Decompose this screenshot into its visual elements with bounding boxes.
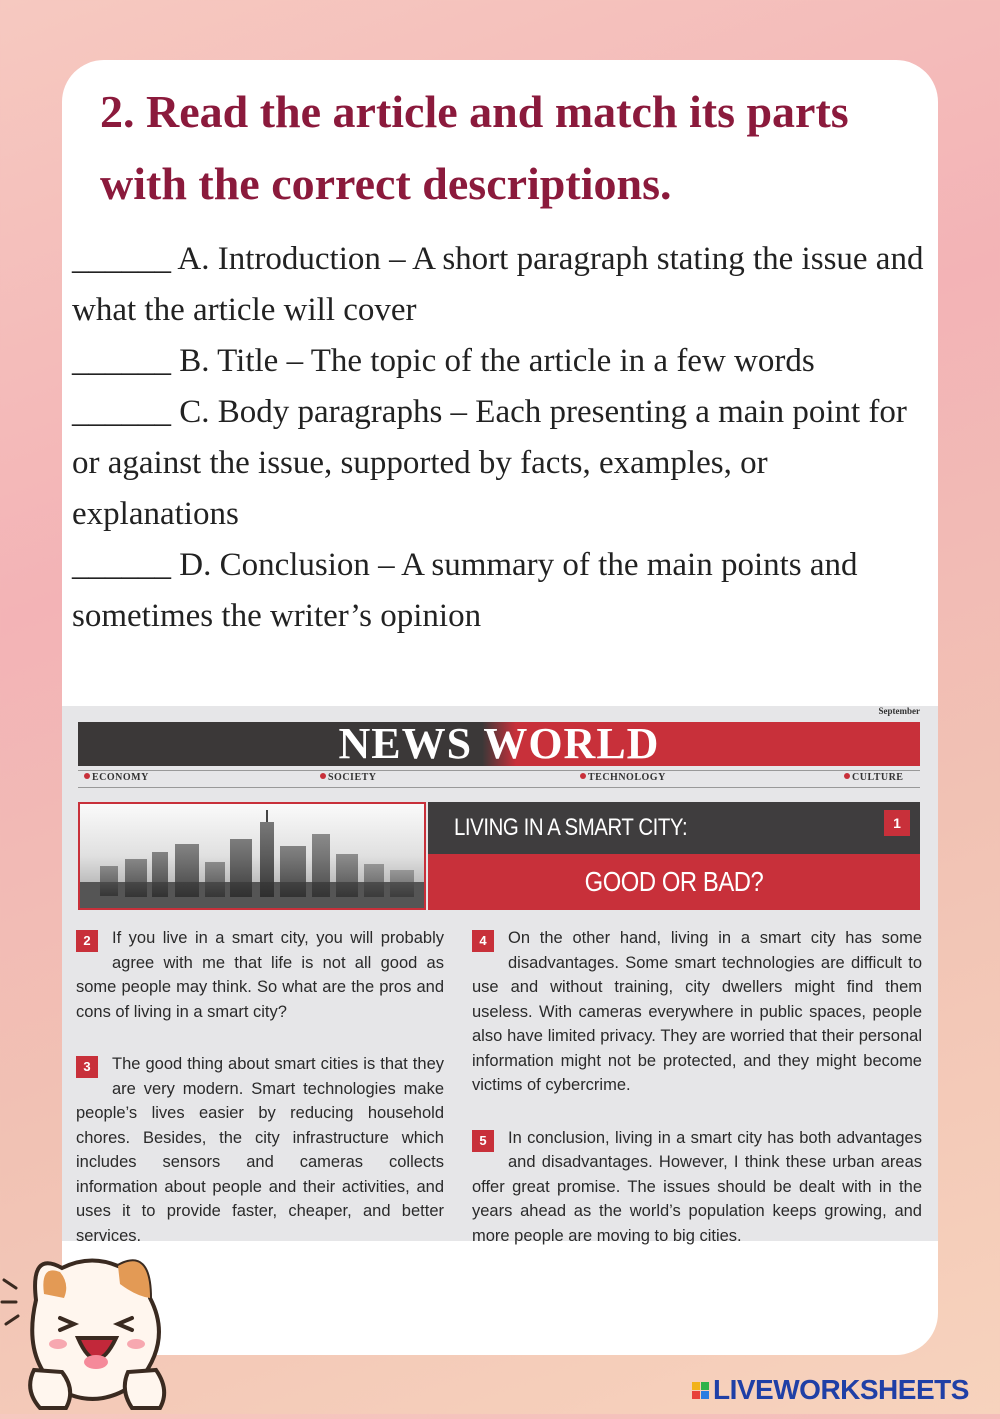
- answer-blank[interactable]: ______: [72, 547, 171, 583]
- item-introduction: [72, 234, 938, 336]
- laughing-cat-sticker: [0, 1240, 210, 1414]
- answer-blank[interactable]: ______: [72, 394, 171, 430]
- part-number-badge: 4: [472, 930, 494, 952]
- article-paragraph: [76, 926, 444, 1024]
- headline-bottom-panel: [428, 854, 920, 910]
- city-skyline-image: [78, 802, 426, 910]
- section-economy: ECONOMY: [84, 772, 149, 783]
- part-number-badge: 2: [76, 930, 98, 952]
- newspaper-article: [62, 706, 938, 1245]
- item-text: D. Conclusion – A summary of the main points and sometimes the writer’s opinion: [72, 547, 858, 634]
- section-technology: TECHNOLOGY: [580, 772, 666, 783]
- part-number-badge: 1: [884, 810, 910, 836]
- headline-line-1: LIVING IN A SMART CITY:: [454, 814, 688, 841]
- headline-band: [78, 802, 920, 910]
- article-paragraph: [76, 1052, 444, 1248]
- section-bar: [78, 770, 920, 788]
- paragraph-text: On the other hand, living in a smart city has some disadvantages. Some smart technologies are difficult to use and without training, city dwellers might find them useless. With cameras everywhere in public spaces, people also have limited privacy. They are worried that their personal information might not be protected, and they might become victims of cybercrime.: [472, 929, 922, 1094]
- item-body-paragraphs: [72, 387, 938, 540]
- headline-top-panel: [428, 802, 920, 854]
- item-text: B. Title – The topic of the article in a few words: [171, 343, 815, 379]
- article-paragraph: [472, 1126, 922, 1249]
- section-culture: CULTURE: [844, 772, 903, 783]
- matching-items: [72, 234, 938, 642]
- answer-blank[interactable]: ______: [72, 343, 171, 379]
- headline-line-2: GOOD OR BAD?: [584, 866, 764, 897]
- section-society: SOCIETY: [320, 772, 377, 783]
- answer-blank[interactable]: ______: [72, 241, 171, 277]
- issue-month: September: [878, 706, 920, 716]
- logo-mark-icon: [692, 1382, 709, 1399]
- article-paragraph: [472, 926, 922, 1098]
- skyline-graphic: [80, 804, 424, 908]
- article-column-left: [76, 926, 444, 1276]
- exercise-heading: 2. Read the article and match its parts with the correct descriptions.: [100, 86, 849, 209]
- masthead-title: NEWS WORLD: [338, 719, 660, 768]
- brand-name: LIVEWORKSHEETS: [713, 1374, 969, 1405]
- item-text: A. Introduction – A short paragraph stating the issue and what the article will cover: [72, 241, 924, 328]
- article-column-right: [472, 926, 922, 1276]
- item-title: [72, 336, 938, 387]
- paragraph-text: In conclusion, living in a smart city has both advantages and disadvantages. However, I think these urban areas offer great promise. The issues should be dealt with in the years ahead as the world’s population keeps growing, and more people are moving to big cities.: [472, 1128, 922, 1245]
- item-text: C. Body paragraphs – Each presenting a main point for or against the issue, supported by facts, examples, or explanations: [72, 394, 907, 532]
- item-conclusion: [72, 540, 938, 642]
- liveworksheets-logo[interactable]: [692, 1370, 969, 1410]
- masthead: [78, 719, 920, 768]
- part-number-badge: 5: [472, 1130, 494, 1152]
- part-number-badge: 3: [76, 1056, 98, 1078]
- paragraph-text: The good thing about smart cities is that they are very modern. Smart technologies make people’s lives easier by reducing household chores. Besides, the city infrastructure which includes sensors and cameras collects information about people and their activities, and uses it to provide faster, cheaper, and better services.: [76, 1055, 444, 1245]
- paragraph-text: If you live in a smart city, you will probably agree with me that life is not all good as some people may think. So what are the pros and cons of living in a smart city?: [76, 929, 444, 1021]
- cat-icon: [0, 1240, 210, 1414]
